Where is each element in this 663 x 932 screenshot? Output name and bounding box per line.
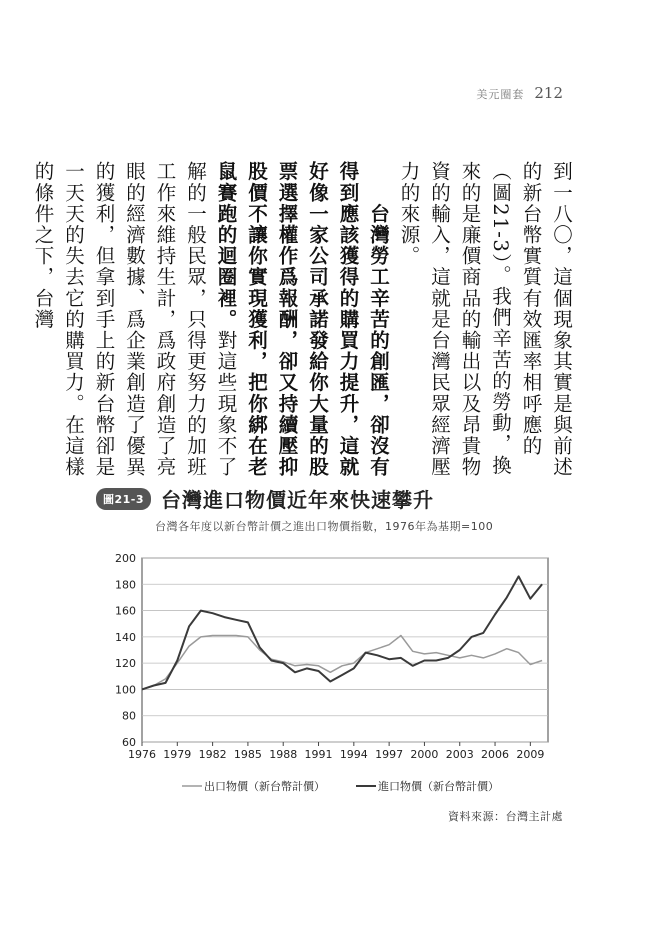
page-header <box>476 84 563 102</box>
x-tick-label: 1991 <box>304 748 333 761</box>
x-tick-label: 2000 <box>410 748 439 761</box>
series-line-import <box>142 576 542 689</box>
x-tick-label: 1994 <box>339 748 368 761</box>
figure-title <box>96 484 434 513</box>
x-tick-label: 2003 <box>445 748 474 761</box>
page-number: 212 <box>534 84 563 102</box>
y-tick-label: 160 <box>115 604 136 618</box>
figure-badge: 圖21-3 <box>96 488 151 510</box>
figure-heading: 台灣進口物價近年來快速攀升 <box>161 488 435 512</box>
y-tick-label: 200 <box>115 552 136 565</box>
legend-label: 出口物價（新台幣計價） <box>204 780 325 793</box>
paragraph-2-bold: 台灣勞工辛苦的創匯，卻沒有得到應該獲得的購買力提升，這就好像一家公司承諾發給你大量的股票選擇權作爲報酬，卻又持續壓抑股價不讓你實現獲利，把你綁在老鼠賽跑的迴圈裡。 <box>214 161 390 478</box>
figure-subtitle: 台灣各年度以新台幣計價之進出口物價指數，1976年為基期=100 <box>155 520 494 533</box>
y-tick-label: 120 <box>115 657 136 671</box>
plot-frame <box>142 558 548 742</box>
paragraph-2 <box>27 161 393 481</box>
paragraph-1-text: 到一八〇，這個現象其實是與前述的新台幣實質有效匯率相呼應的（圖21-3）。我們辛苦的勞動，換來的是廉價商品的輸出以及昂貴物資的輸入，這就是台灣民眾經濟壓力的來源。 <box>397 161 573 478</box>
x-tick-label: 2006 <box>481 748 510 761</box>
figure-source: 資料來源：台灣主計處 <box>448 810 563 823</box>
paragraph-1 <box>393 161 576 481</box>
body-text <box>31 161 576 481</box>
price-index-chart <box>100 545 570 805</box>
paragraph-2-text: 對這些現象不了解的一般民眾，只得更努力的加班工作來維持生計，爲政府創造了亮眼的經濟數據、爲企業創造了優異的獲利，但拿到手上的新台幣卻是一天天的失去它的購買力。在這樣的條件之下，台灣 <box>31 161 238 478</box>
book-title: 美元圈套 <box>476 88 525 101</box>
x-tick-label: 1982 <box>198 748 227 761</box>
x-tick-label: 1976 <box>128 748 156 761</box>
x-tick-label: 1988 <box>269 748 298 761</box>
y-tick-label: 60 <box>122 736 136 749</box>
y-tick-label: 140 <box>115 630 136 644</box>
series-line-export <box>142 636 542 690</box>
x-tick-label: 1979 <box>163 748 192 761</box>
y-tick-label: 100 <box>115 683 136 697</box>
y-tick-label: 80 <box>122 709 136 723</box>
x-tick-label: 1985 <box>233 748 262 761</box>
legend-label: 進口物價（新台幣計價） <box>378 780 499 793</box>
y-tick-label: 180 <box>115 578 136 592</box>
x-tick-label: 2009 <box>516 748 545 761</box>
x-tick-label: 1997 <box>375 748 404 761</box>
